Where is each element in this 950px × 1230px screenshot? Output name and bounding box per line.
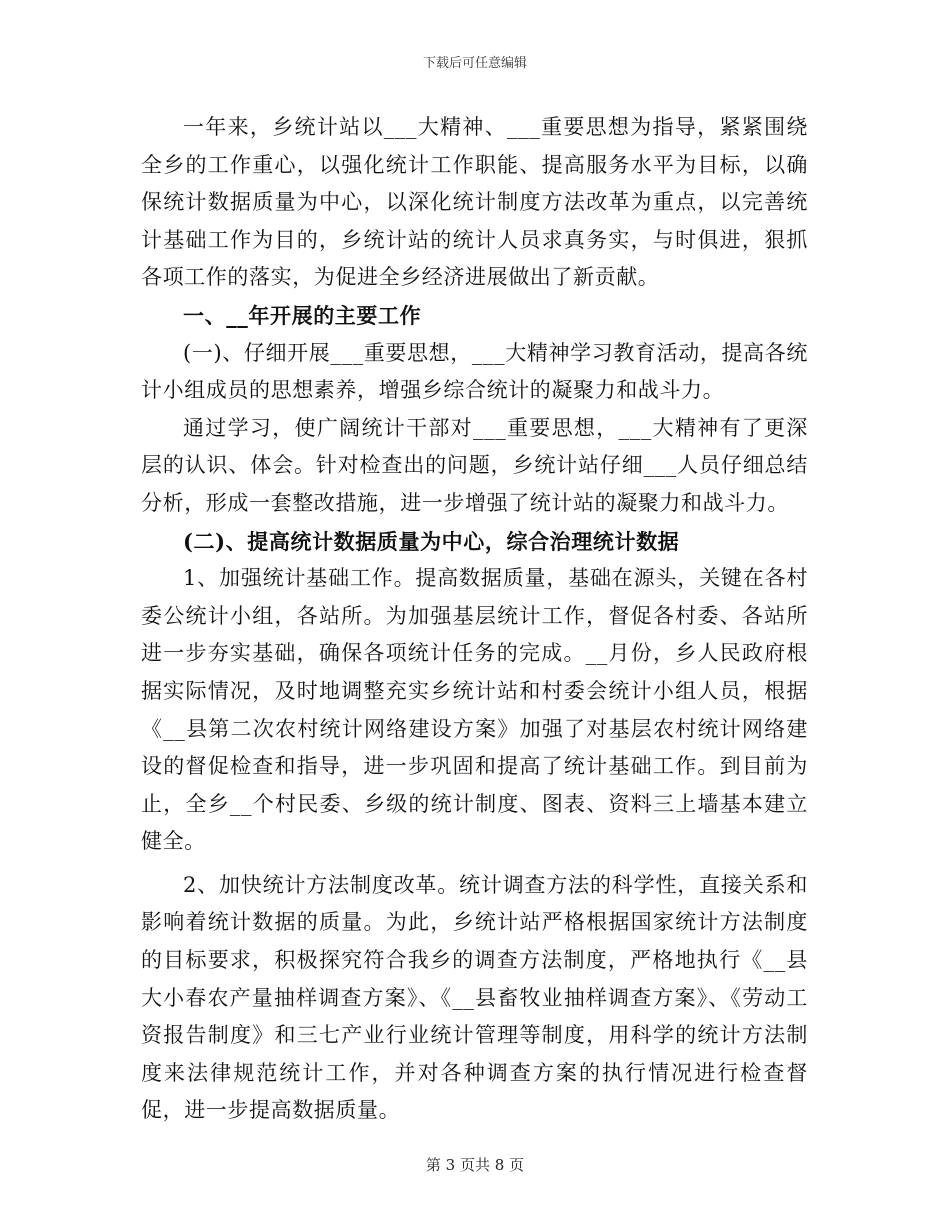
item-2-paragraph: 2、加快统计方法制度改革。统计调查方法的科学性，直接关系和影响着统计数据的质量。为此，乡统计站严格根据国家统计方法制度的目标要求，积极探究符合我乡的调查方法制度，严格地执行《__县大小春农产量抽样调查方案》、《__县畜牧业抽样调查方案》、《劳动工资报告制度》和三七产业行业统计管理等制度，用科学的统计方法制度来法律规范统计工作，并对各种调查方案的执行情况进行检查督促，进一步提高数据质量。 (141, 872, 808, 1123)
intro-paragraph: 一年来，乡统计站以___大精神、___重要思想为指导，紧紧围绕全乡的工作重心，以强化统计工作职能、提高服务水平为目标，以确保统计数据质量为中心，以深化统计制度方法改革为重点，以完善统计基础工作为目的，乡统计站的统计人员求真务实，与时俱进，狠抓各项工作的落实，为促进全乡经济进展做出了新贡献。 (141, 115, 808, 290)
study-result-paragraph: 通过学习，使广阔统计干部对___重要思想，___大精神有了更深层的认识、体会。针对检查出的问题，乡统计站仔细___人员仔细总结分析，形成一套整改措施，进一步增强了统计站的凝聚力和战斗力。 (141, 415, 808, 515)
section-heading-main-work: 一、__年开展的主要工作 (183, 302, 422, 328)
item-1-paragraph: 1、加强统计基础工作。提高数据质量，基础在源头，关键在各村委公统计小组，各站所。为加强基层统计工作，督促各村委、各站所进一步夯实基础，确保各项统计任务的完成。__月份，乡人民政府根据实际情况，及时地调整充实乡统计站和村委会统计小组人员，根据《__县第二次农村统计网络建设方案》加强了对基层农村统计网络建设的督促检查和指导，进一步巩固和提高了统计基础工作。到目前为止，全乡__个村民委、乡级的统计制度、图表、资料三上墙基本建立健全。 (141, 566, 808, 854)
subsection-study-paragraph: (一)、仔细开展___重要思想，___大精神学习教育活动，提高各统计小组成员的思想素养，增强乡综合统计的凝聚力和战斗力。 (141, 340, 808, 403)
document-body (141, 109, 808, 1130)
subsection-heading-data-quality: (二)、提高统计数据质量为中心，综合治理统计数据 (183, 528, 680, 554)
page-footer: 第 3 页共 8 页 (425, 1156, 525, 1174)
page-header: 下载后可任意编辑 (422, 56, 527, 71)
